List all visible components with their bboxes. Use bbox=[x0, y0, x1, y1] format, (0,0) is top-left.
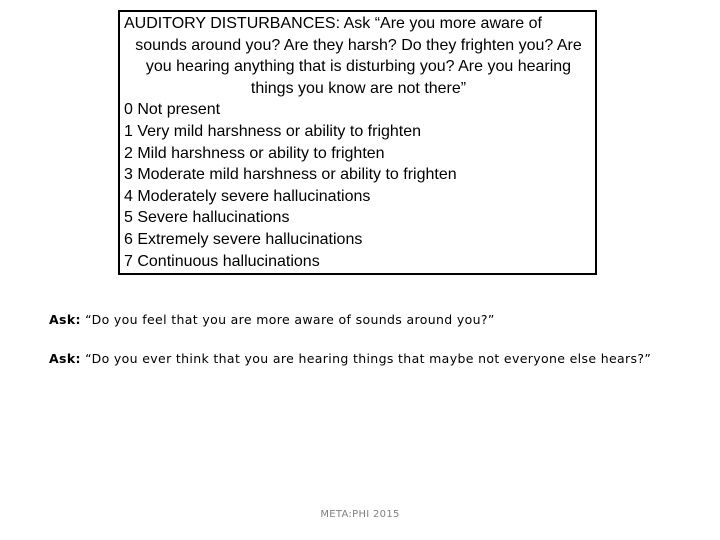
auditory-disturbances-scale bbox=[118, 10, 597, 275]
scale-item-5: 5 Severe hallucinations bbox=[124, 209, 290, 227]
scale-question-rest: sounds around you? Are they harsh? Do they frighten you? Are you hearing anything that is disturbing you? Are you hearing things you know are not there” bbox=[135, 36, 582, 97]
ask-label: Ask: bbox=[49, 312, 81, 327]
scale-item-4: 4 Moderately severe hallucinations bbox=[124, 187, 371, 205]
scale-item-7: 7 Continuous hallucinations bbox=[124, 252, 320, 270]
ask-question-text: “Do you feel that you are more aware of sounds around you?” bbox=[85, 312, 495, 327]
scale-item-2: 2 Mild harshness or ability to frighten bbox=[124, 144, 385, 162]
ask-prompt-aware-of-sounds bbox=[49, 312, 495, 328]
scale-item-0: 0 Not present bbox=[124, 101, 221, 119]
ask-label: Ask: bbox=[49, 351, 81, 366]
ask-question-text: “Do you ever think that you are hearing things that maybe not everyone else hears?” bbox=[85, 351, 652, 366]
scale-items bbox=[124, 99, 595, 272]
scale-item-6: 6 Extremely severe hallucinations bbox=[124, 230, 363, 248]
ask-prompt-hearing-things bbox=[49, 351, 651, 367]
scale-item-1: 1 Very mild harshness or ability to frighten bbox=[124, 122, 422, 140]
scale-item-3: 3 Moderate mild harshness or ability to frighten bbox=[124, 166, 457, 184]
scale-question-line-1: AUDITORY DISTURBANCES: Ask “Are you more aware of bbox=[124, 15, 542, 32]
footer-credit: META:PHI 2015 bbox=[320, 509, 400, 520]
scale-question bbox=[124, 13, 593, 99]
